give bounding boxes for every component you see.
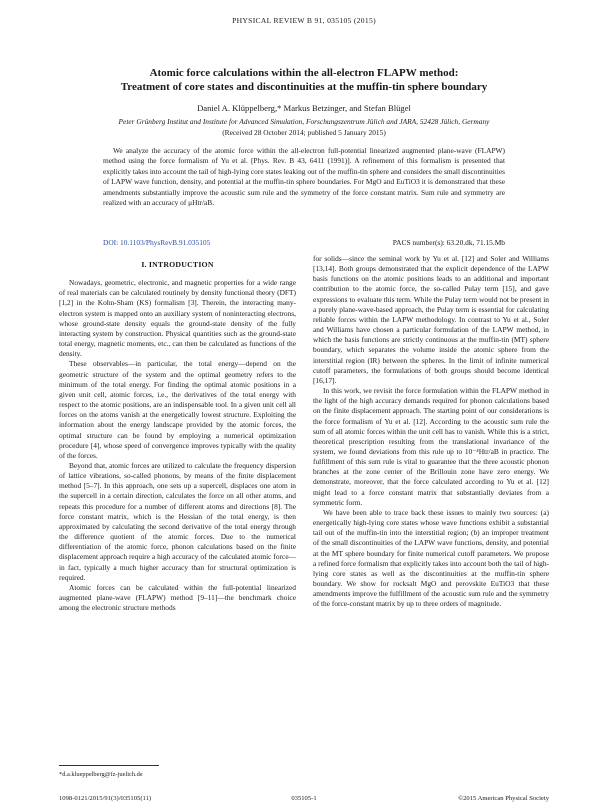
paragraph: Atomic forces can be calculated within the full-potential linearized augmented plane-wave (FLAPW) method [9–11]—the benchmark choice among the electronic structure methods bbox=[59, 582, 296, 613]
left-column bbox=[59, 260, 296, 613]
paragraph: for solids—since the seminal work by Yu et al. [12] and Soler and Williams [13,14]. Both groups demonstrated that the explicit dependence of the LAPW basis functions on the atomic positions leads to an additional and important contribution to the atomic force, the so-called Pulay term [15], and gave expressions to evaluate this term. While the Pulay term would not be present in a purely plane-wave-based approach, the Pulay term is essential for calculating reliable forces within the LAPW methodology. In contrast to Yu et al., Soler and Williams have chosen a particular formulation of the LAPW method, in which the basis functions are strictly continuous at the muffin-tin (MT) sphere boundary, which separates the volume inside the atomic sphere from the interstitial region (IR) between the spheres. In the limit of infinite numerical cutoff parameters, the formulations of both groups should become identical [16,17]. bbox=[313, 254, 549, 385]
paper-title bbox=[60, 66, 548, 94]
footer-copyright: ©2015 American Physical Society bbox=[458, 795, 549, 802]
affiliation: Peter Grünberg Institut and Institute for Advanced Simulation, Forschungszentrum Jülich and JARA, 52428 Jülich, Germany bbox=[118, 117, 490, 126]
title-line-2: Treatment of core states and discontinuities at the muffin-tin sphere boundary bbox=[120, 81, 488, 93]
pacs-numbers: PACS number(s): 63.20.dk, 71.15.Mb bbox=[392, 238, 505, 247]
paragraph: We have been able to trace back these issues to mainly two sources: (a) energetically high-lying core states whose wave functions exhibit a substantial tail out of the muffin-tin into the interstitial region; (b) an improper treatment of the small discontinuities of the LAPW wave functions, density, and potential at the MT sphere boundary for finite numerical cutoff parameters. We propose a refined force formalism that explicitly takes into account both the tail of high-lying core states as well as the discontinuities at the muffin-tin sphere boundary. We show for rocksalt MgO and perovskite EuTiO3 that these amendments improve the fulfillment of the acoustic sum rule and the symmetry of the force-constant matrix by up to three orders of magnitude. bbox=[313, 507, 549, 609]
corresponding-author-email[interactable]: *d.a.klueppelberg@fz-juelich.de bbox=[59, 771, 143, 778]
footnote-divider bbox=[59, 765, 159, 766]
section-heading-introduction: I. INTRODUCTION bbox=[141, 260, 214, 269]
doi-link[interactable]: DOI: 10.1103/PhysRevB.91.035105 bbox=[103, 238, 211, 247]
paragraph: These observables—in particular, the total energy—depend on the geometric structure of the system and the optimal geometry refers to the minimum of the total energy. For finding the optimal atomic positions in a given unit cell, atomic forces, i.e., the derivatives of the total energy with respect to the atomic positions, are an indispensable tool. In a given unit cell all forces on the atoms vanish at the energetically lowest structure. Exploiting the information about the energy landscape provided by the atomic forces, the optimal structure can be found by employing a numerical optimization procedure [4], whose speed of convergence improves typically with the quality of the forces. bbox=[59, 359, 296, 460]
journal-header: PHYSICAL REVIEW B 91, 035105 (2015) bbox=[232, 16, 376, 25]
received-dates: (Received 28 October 2014; published 5 January 2015) bbox=[222, 128, 386, 137]
paragraph: Beyond that, atomic forces are utilized to calculate the frequency dispersion of lattice vibrations, so-called phonons, by means of the finite displacement method [5–7]. In this approach, one sets up a supercell, displaces one atom in the supercell in a certain direction, calculates the force on all other atoms, and repeats this procedure for a number of different atoms and directions [8]. The force constant matrix, which is the Hessian of the total energy, is then approximated by calculating the second derivative of the total energy through the difference quotient of the atomic forces. Due to the numerical differentiation of the atomic force, phonon calculations based on the finite displacement approach require a high accuracy of the calculated atomic force—in fact, typically a much higher accuracy than for structural optimization is required. bbox=[59, 460, 296, 582]
title-line-1: Atomic force calculations within the all-electron FLAPW method: bbox=[149, 67, 459, 79]
footer-page-number: 035105-1 bbox=[291, 795, 317, 802]
abstract: We analyze the accuracy of the atomic force within the all-electron full-potential linearized augmented plane-wave (FLAPW) method using the force formalism of Yu et al. [Phys. Rev. B 43, 6411 (1991)]. A refinement of this formalism is presented that explicitly takes into account the tail of high-lying core states leaking out of the muffin-tin sphere and considers the small discontinuities of LAPW wave function, density, and potential at the muffin-tin sphere boundaries. For MgO and EuTiO3 it is demonstrated that these amendments substantially improve the acoustic sum rule and the symmetry of the force constant matrix. Sum rule and symmetry are realized with an accuracy of μHtr/aB. bbox=[103, 146, 505, 208]
author-list: Daniel A. Klüppelberg,* Markus Betzinger, and Stefan Blügel bbox=[197, 103, 411, 113]
paragraph: In this work, we revisit the force formulation within the FLAPW method in the light of the high accuracy demands required for phonon calculations based on the finite displacement approach. The starting point of our considerations is the force formalism of Yu et al. [12]. According to the acoustic sum rule the sum of all atomic forces within the unit cell has to vanish. While this is a strict, theoretical prescription resulting from the translational invariance of the system, we found deviations from this rule up to 10⁻⁴Htr/aB in practice. The fulfillment of this sum rule is vital to guarantee that the three acoustic phonon branches at the zone center of the Brillouin zone have zero energy. We demonstrate, moreover, that the force calculated according to Yu et al. [12] might lead to a force constant matrix that substantially deviates from a symmetric form. bbox=[313, 386, 549, 507]
right-column bbox=[313, 254, 549, 609]
paragraph: Nowadays, geometric, electronic, and magnetic properties for a wide range of real materials can be calculated routinely by density functional theory (DFT) [1,2] in the Kohn-Sham (KS) formalism [3]. Therein, the interacting many-electron system is mapped onto an auxiliary system of noninteracting electrons, whose ground-state density equals the ground-state density of the fully interacting system by construction. Physical quantities such as the ground-state total energy, magnetic moments, etc., can then be calculated as functions of the density. bbox=[59, 278, 296, 359]
footer-issn: 1098-0121/2015/91(3)/035105(11) bbox=[59, 795, 152, 802]
